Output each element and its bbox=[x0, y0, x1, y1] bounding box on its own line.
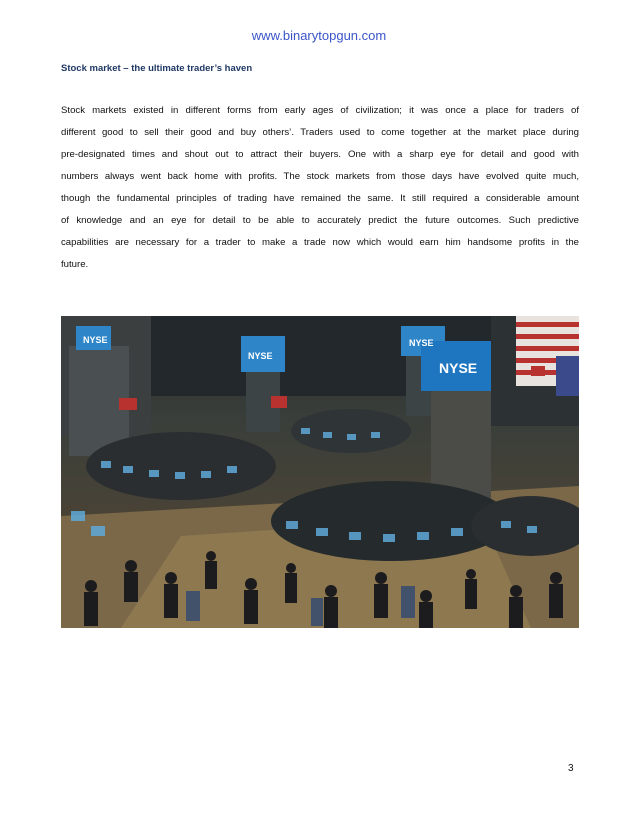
body-line-5: though the fundamental principles of trading have remained the same. It still required a considerable amount bbox=[61, 193, 579, 204]
article-heading: Stock market – the ultimate trader’s haven bbox=[61, 63, 253, 74]
article-body bbox=[61, 100, 579, 276]
nyse-sign-1: NYSE bbox=[83, 335, 108, 345]
trading-floor-photo bbox=[61, 316, 579, 628]
body-line-2: different good to sell their good and buy others’. Traders used to come together at the market place during bbox=[61, 127, 579, 138]
page-number: 3 bbox=[568, 763, 574, 774]
body-line-7: capabilities are necessary for a trader to make a trade now which would earn him handsome profits in the bbox=[61, 237, 579, 248]
body-line-3: pre-designated times and shout out to attract their buyers. One with a sharp eye for detail and good with bbox=[61, 149, 579, 160]
body-line-8: future. bbox=[61, 259, 89, 270]
flag-top-right bbox=[516, 316, 579, 396]
body-line-4: numbers always went back home with profits. The stock markets from those days have evolved quite much, bbox=[61, 171, 579, 182]
body-line-1: Stock markets existed in different forms from early ages of civilization; it was once a place for traders of bbox=[61, 105, 579, 116]
header-website-link[interactable]: www.binarytopgun.com bbox=[251, 28, 387, 43]
nyse-sign-4: NYSE bbox=[439, 360, 478, 376]
nyse-sign-3: NYSE bbox=[409, 338, 434, 348]
body-line-6: of knowledge and an eye for detail to be able to accurately predict the future outcomes. Such predictive bbox=[61, 215, 579, 226]
nyse-sign-2: NYSE bbox=[248, 351, 273, 361]
trading-floor-illustration bbox=[61, 316, 579, 628]
